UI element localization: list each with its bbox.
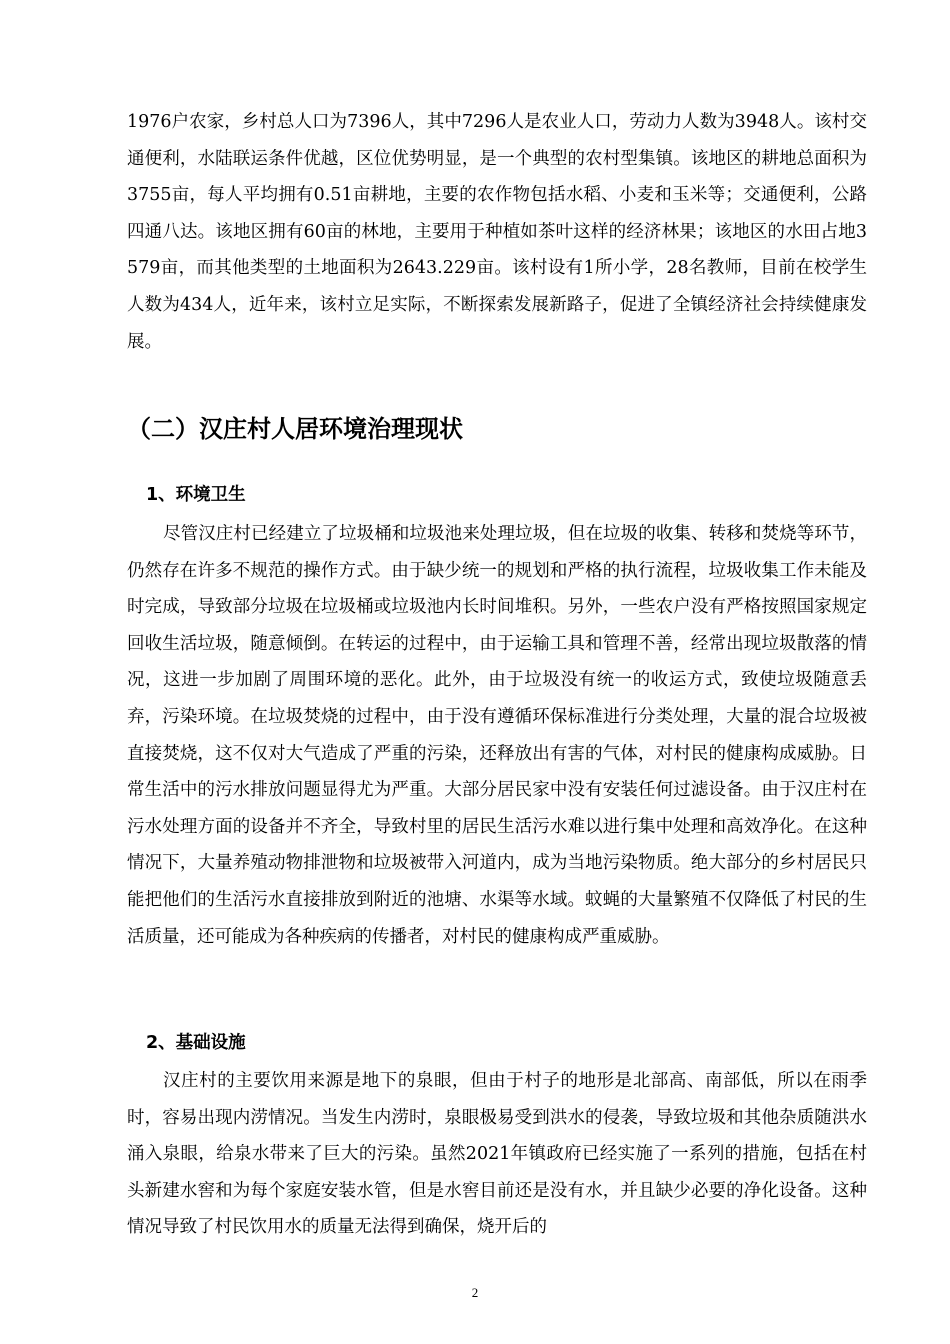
subsection-heading-environmental-sanitation: 1、环境卫生 [146, 485, 246, 505]
section-title: （二）汉庄村人居环境治理现状 [127, 415, 463, 443]
subsection-body-environmental-sanitation: 尽管汉庄村已经建立了垃圾桶和垃圾池来处理垃圾，但在垃圾的收集、转移和焚烧等环节，仍然存在许多不规范的操作方式。由于缺少统一的规划和严格的执行流程，垃圾收集工作未能及时完成，导致部分垃圾在垃圾桶或垃圾池内长时间堆积。另外，一些农户没有严格按照国家规定回收生活垃圾，随意倾倒。在转运的过程中，由于运输工具和管理不善，经常出现垃圾散落的情况，这进一步加剧了周围环境的恶化。此外，由于垃圾没有统一的收运方式，致使垃圾随意丢弃，污染环境。在垃圾焚烧的过程中，由于没有遵循环保标准进行分类处理，大量的混合垃圾被直接焚烧，这不仅对大气造成了严重的污染，还释放出有害的气体，对村民的健康构成威胁。日常生活中的污水排放问题显得尤为严重。大部分居民家中没有安装任何过滤设备。由于汉庄村在污水处理方面的设备并不齐全，导致村里的居民生活污水难以进行集中处理和高效净化。在这种情况下，大量养殖动物排泄物和垃圾被带入河道内，成为当地污染物质。绝大部分的乡村居民只能把他们的生活污水直接排放到附近的池塘、水渠等水域。蚊蝇的大量繁殖不仅降低了村民的生活质量，还可能成为各种疾病的传播者，对村民的健康构成严重威胁。 [127, 524, 867, 947]
intro-paragraph: 1976户农家，乡村总人口为7396人，其中7296人是农业人口，劳动力人数为3948人。该村交通便利，水陆联运条件优越，区位优势明显，是一个典型的农村型集镇。该地区的耕地总面积为3755亩，每人平均拥有0.51亩耕地，主要的农作物包括水稻、小麦和玉米等；交通便利，公路四通八达。该地区拥有60亩的林地，主要用于种植如茶叶这样的经济林果；该地区的水田占地3579亩，而其他类型的土地面积为2643.229亩。该村设有1所小学，28名教师，目前在校学生人数为434人，近年来，该村立足实际，不断探索发展新路子，促进了全镇经济社会持续健康发展。 [127, 112, 867, 352]
subsection-heading-infrastructure: 2、基础设施 [146, 1033, 246, 1053]
page-number: 2 [471, 1285, 479, 1300]
subsection-body-infrastructure: 汉庄村的主要饮用来源是地下的泉眼，但由于村子的地形是北部高、南部低，所以在雨季时，容易出现内涝情况。当发生内涝时，泉眼极易受到洪水的侵袭，导致垃圾和其他杂质随洪水涌入泉眼，给泉水带来了巨大的污染。虽然2021年镇政府已经实施了一系列的措施，包括在村头新建水窖和为每个家庭安装水管，但是水窖目前还是没有水，并且缺少必要的净化设备。这种情况导致了村民饮用水的质量无法得到确保，烧开后的 [127, 1071, 867, 1238]
